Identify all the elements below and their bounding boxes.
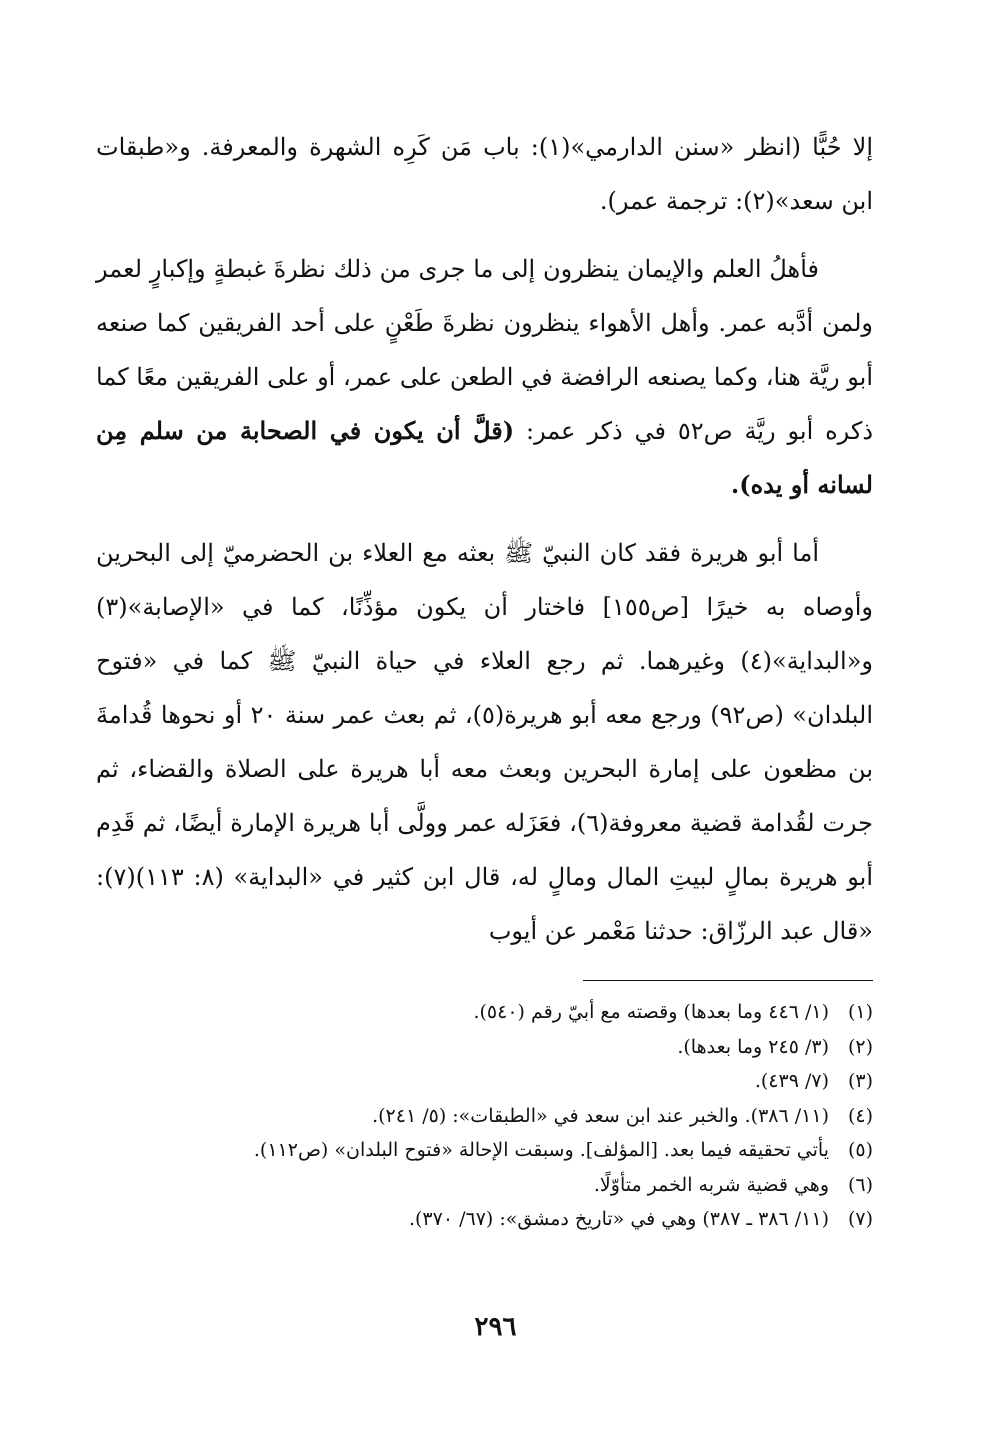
footnote-item <box>96 1064 873 1099</box>
footnote-divider <box>583 980 873 981</box>
footnote-number: (٥) <box>847 1139 873 1161</box>
footnote-text: (١١/ ٣٨٦). والخبر عند ابن سعد في «الطبقات»: (٥/ ٢٤١). <box>372 1104 829 1127</box>
page-number: ٢٩٦ <box>474 1312 517 1342</box>
footnote-text: (١/ ٤٤٦ وما بعدها) وقصته مع أبيّ رقم (٥٤٠). <box>473 1001 829 1023</box>
paragraph-1 <box>96 120 873 228</box>
footnote-text: (٣/ ٢٤٥ وما بعدها). <box>677 1035 829 1058</box>
footnote-text: يأتي تحقيقه فيما بعد. [المؤلف]. وسبقت الإحالة «فتوح البلدان» (ص١١٢). <box>253 1139 829 1161</box>
footnote-item <box>96 995 873 1030</box>
footnote-text: (١١/ ٣٨٦ ـ ٣٨٧) وهي في «تاريخ دمشق»: (٦٧/ ٣٧٠). <box>408 1208 829 1230</box>
footnote-text: وهي قضية شربه الخمر متأوّلًا. <box>593 1173 829 1196</box>
paragraph-2-bold-quote: (قلَّ أن يكون في الصحابة من سلم مِن لسانه أو يده). <box>96 416 873 499</box>
footnote-item <box>96 1099 873 1134</box>
footnote-number: (٤) <box>847 1104 873 1127</box>
footnote-text: (٧/ ٤٣٩). <box>754 1070 829 1092</box>
footnote-item <box>96 1133 873 1168</box>
paragraph-2-text: فأهلُ العلم والإيمان ينظرون إلى ما جرى من ذلك نظرةَ غبطةٍ وإكبارٍ لعمر ولمن أدَّبه عمر. وأهل الأهواء ينظرون نظرةَ طَعْنٍ على أحد الفريقين كما صنعه أبو ريَّة هنا، وكما يصنعه الرافضة في الطعن على عمر، أو على الفريقين معًا كما ذكره أبو ريَّة ص٥٢ في ذكر عمر: <box>96 255 874 445</box>
paragraph-3 <box>96 526 873 958</box>
footnote-number: (٣) <box>847 1070 873 1092</box>
footnote-number: (١) <box>847 1001 873 1023</box>
footnote-number: (٦) <box>847 1173 873 1196</box>
footnotes-list <box>96 995 873 1237</box>
footnote-number: (٢) <box>847 1035 873 1058</box>
paragraph-1-text: إلا حُبًّا (انظر «سنن الدارمي»(١): باب مَن كَرِه الشهرة والمعرفة. و«طبقات ابن سعد»(٢): ترجمة عمر). <box>96 133 873 215</box>
footnote-item <box>96 1202 873 1237</box>
footnote-item <box>96 1030 873 1065</box>
main-text <box>96 120 873 972</box>
paragraph-2 <box>96 242 873 512</box>
paragraph-3-text: أما أبو هريرة فقد كان النبيّ ﷺ بعثه مع العلاء بن الحضرميّ إلى البحرين وأوصاه به خيرًا [ص١٥٥] فاختار أن يكون مؤذِّنًا، كما في «الإصابة»(٣) و«البداية»(٤) وغيرهما. ثم رجع العلاء في حياة النبيّ ﷺ كما في «فتوح البلدان» (ص٩٢) ورجع معه أبو هريرة(٥)، ثم بعث عمر سنة ٢٠ أو نحوها قُدامةَ بن مظعون على إمارة البحرين وبعث معه أبا هريرة على الصلاة والقضاء، ثم جرت لقُدامة قضية معروفة(٦)، فعَزَله عمر وولَّى أبا هريرة الإمارة أيضًا، ثم قَدِم أبو هريرة بمالٍ لبيتِ المال ومالٍ له، قال ابن كثير في «البداية» (٨: ١١٣)(٧): «قال عبد الرزّاق: حدثنا مَعْمر عن أيوب <box>96 539 874 945</box>
footnote-item <box>96 1168 873 1203</box>
footnote-number: (٧) <box>847 1208 873 1230</box>
